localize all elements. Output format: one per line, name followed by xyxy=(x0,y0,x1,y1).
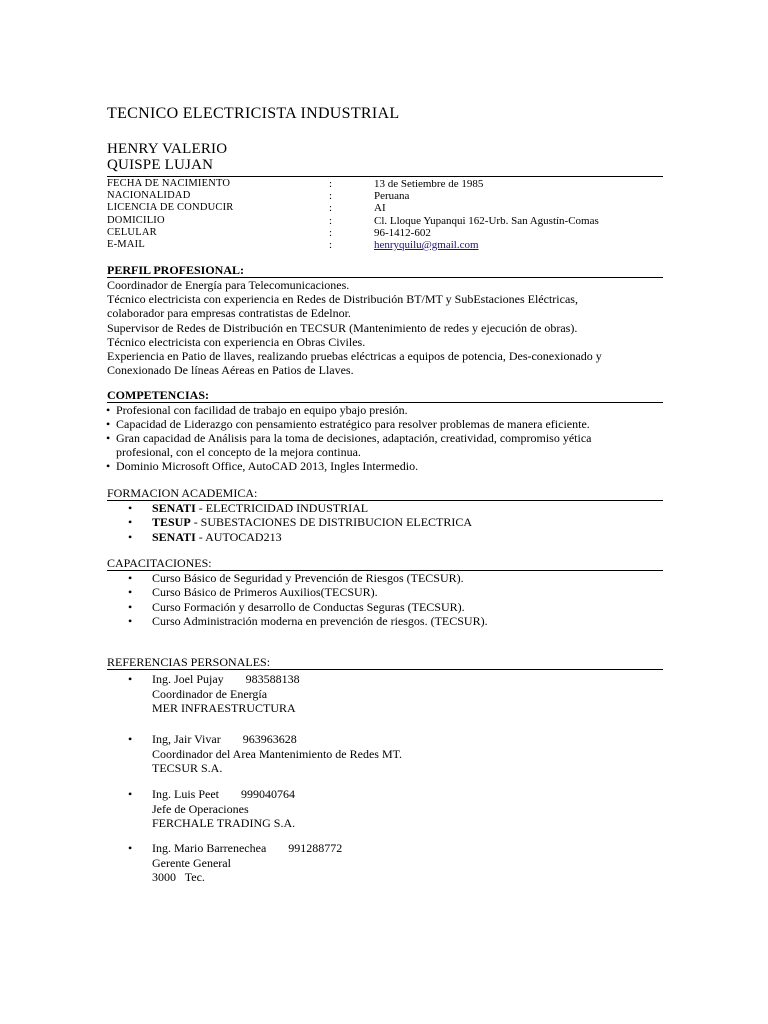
info-label: E-MAIL xyxy=(107,238,145,250)
reference-phone: 999040764 xyxy=(241,787,295,801)
list-item-text: Gran capacidad de Análisis para la toma de decisiones, adaptación, creatividad, compromiso yética xyxy=(116,431,592,445)
reference-company: FERCHALE TRADING S.A. xyxy=(152,816,296,830)
profile-line: Supervisor de Redes de Distribución en TECSUR (Mantenimiento de redes y ejecución de obras). xyxy=(107,320,578,335)
reference-name: Ing. Luis Peet xyxy=(152,787,219,801)
info-colon: : xyxy=(329,178,333,190)
reference-name: Ing, Jair Vivar xyxy=(152,732,221,746)
reference-phone: 963963628 xyxy=(242,732,297,746)
reference-role: Gerente General xyxy=(152,855,231,870)
profile-heading: PERFIL PROFESIONAL: xyxy=(107,263,663,278)
info-value: Cl. Lloque Yupanqui 162-Urb. San Agustín-Comas xyxy=(374,214,599,227)
profile-line: Coordinador de Energía para Telecomunicaciones. xyxy=(107,278,350,292)
list-item xyxy=(107,515,663,529)
reference-company: 3000 Tec. xyxy=(152,870,205,884)
education-list xyxy=(107,501,663,544)
course: - AUTOCAD213 xyxy=(195,529,282,544)
reference-entry xyxy=(107,732,663,776)
list-item: • Dominio Microsoft Office, AutoCAD 2013, Ingles Intermedio. xyxy=(107,459,663,473)
info-colon: : xyxy=(329,238,333,251)
course: - SUBESTACIONES DE DISTRIBUCION ELECTRICA xyxy=(190,515,473,530)
reference-name: Ing. Mario Barrenechea xyxy=(152,841,267,855)
list-item: • Curso Administración moderna en prevención de riesgos. (TECSUR). xyxy=(107,614,663,628)
info-row-address xyxy=(107,215,663,227)
info-colon: : xyxy=(329,190,333,203)
info-label: FECHA DE NACIMIENTO xyxy=(107,178,231,189)
trainings-heading: CAPACITACIONES: xyxy=(107,556,663,571)
reference-role: Coordinador de Energía xyxy=(152,686,268,701)
info-row-mobile xyxy=(107,227,663,239)
profile-line: Experiencia en Patio de llaves, realizando pruebas eléctricas a equipos de potencia, Des-conexionado y xyxy=(107,349,602,364)
profile-line: Técnico electricista con experiencia en Redes de Distribución BT/MT y SubEstaciones Eléctricas, xyxy=(107,292,578,307)
info-colon: : xyxy=(329,202,333,215)
reference-role: Jefe de Operaciones xyxy=(152,801,249,816)
institution: SENATI xyxy=(152,501,196,515)
course: - ELECTRICIDAD INDUSTRIAL xyxy=(195,501,369,515)
info-colon: : xyxy=(329,226,333,239)
reference-role: Coordinador del Area Mantenimiento de Redes MT. xyxy=(152,746,403,761)
email-link[interactable]: henryquilu@gmail.com xyxy=(374,238,479,251)
profile-line: Conexionado De líneas Aéreas en Patios de Llaves. xyxy=(107,363,354,378)
reference-company: TECSUR S.A. xyxy=(152,761,223,775)
name-line-2: QUISPE LUJAN xyxy=(107,157,214,173)
name-line-1: HENRY VALERIO xyxy=(107,141,228,157)
reference-name: Ing. Joel Pujay xyxy=(152,672,224,686)
info-label: NACIONALIDAD xyxy=(107,190,191,202)
skills-list xyxy=(107,403,663,473)
info-value: AI xyxy=(374,202,386,215)
trainings-section xyxy=(107,556,663,628)
education-heading: FORMACION ACADEMICA: xyxy=(107,486,663,501)
reference-entry xyxy=(107,787,663,831)
personal-info-table xyxy=(107,178,663,251)
list-item xyxy=(107,530,663,544)
list-item: • Capacidad de Liderazgo con pensamiento estratégico para resolver problemas de manera eficiente. xyxy=(107,417,663,431)
trainings-list xyxy=(107,571,663,628)
list-item: • Curso Básico de Seguridad y Prevención de Riesgos (TECSUR). xyxy=(107,571,663,585)
list-item xyxy=(107,431,663,459)
reference-entry xyxy=(107,672,663,716)
info-label: CELULAR xyxy=(107,226,157,238)
list-item: • Profesional con facilidad de trabajo en equipo ybajo presión. xyxy=(107,403,663,417)
reference-entry xyxy=(107,841,663,885)
info-row-birthdate xyxy=(107,178,663,190)
profile-section xyxy=(107,263,663,377)
education-section xyxy=(107,486,663,544)
info-value: Peruana xyxy=(374,190,410,203)
info-colon: : xyxy=(329,214,333,227)
info-label: DOMICILIO xyxy=(107,214,165,226)
profile-line: Técnico electricista con experiencia en Obras Civiles. xyxy=(107,334,366,349)
info-row-email xyxy=(107,239,663,251)
info-row-nationality xyxy=(107,190,663,202)
list-item: • Curso Formación y desarrollo de Conductas Seguras (TECSUR). xyxy=(107,600,663,614)
references-heading: REFERENCIAS PERSONALES: xyxy=(107,655,663,670)
list-item xyxy=(107,501,663,515)
header-divider xyxy=(107,176,663,177)
info-row-license xyxy=(107,202,663,214)
info-value: 13 de Setiembre de 1985 xyxy=(374,178,484,190)
info-value: 96-1412-602 xyxy=(374,226,431,239)
reference-company: MER INFRAESTRUCTURA xyxy=(152,701,296,715)
list-item-continuation: profesional, con el concepto de la mejora continua. xyxy=(116,445,361,459)
reference-phone: 983588138 xyxy=(245,672,300,686)
reference-phone: 991288772 xyxy=(288,841,343,855)
institution: SENATI xyxy=(152,529,196,544)
profile-line: colaborador para empresas contratistas de Edelnor. xyxy=(107,306,351,321)
skills-heading: COMPETENCIAS: xyxy=(107,388,663,403)
skills-section xyxy=(107,388,663,473)
document-title: TECNICO ELECTRICISTA INDUSTRIAL xyxy=(107,105,400,122)
references-section xyxy=(107,655,663,670)
list-item: • Curso Básico de Primeros Auxilios(TECSUR). xyxy=(107,585,663,599)
institution: TESUP xyxy=(152,515,191,530)
info-label: LICENCIA DE CONDUCIR xyxy=(107,202,234,214)
